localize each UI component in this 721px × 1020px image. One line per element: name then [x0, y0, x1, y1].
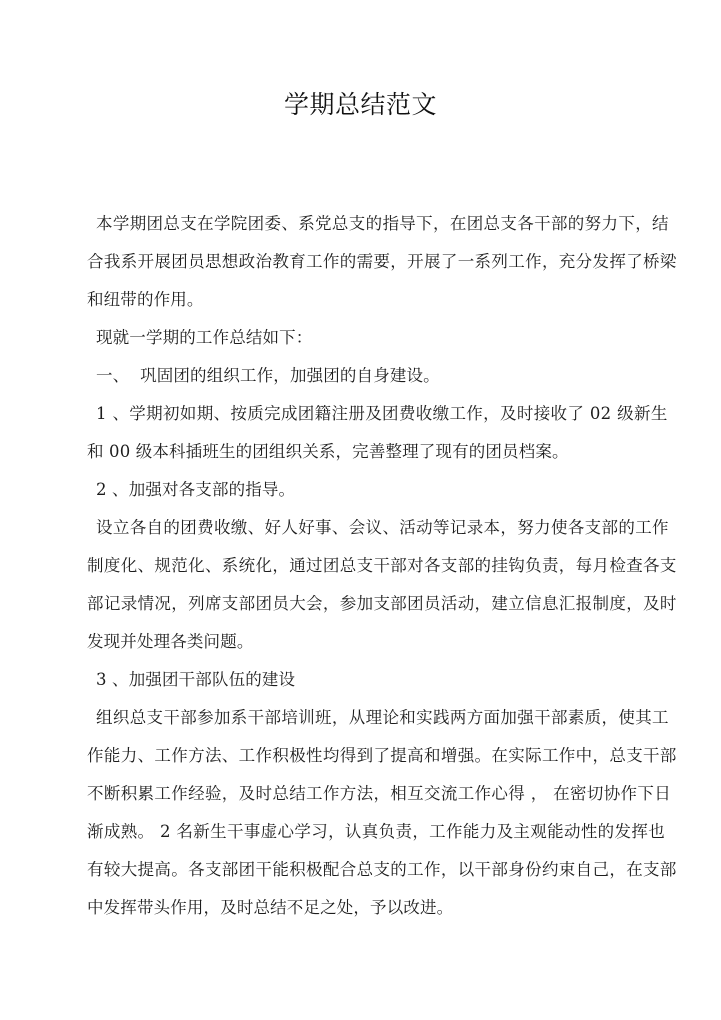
page-title: 学期总结范文	[283, 90, 437, 119]
text-line: 中发挥带头作用，及时总结不足之处，予以改进。	[87, 898, 454, 917]
text-line: 组织总支干部参加系干部培训班，从理论和实践两方面加强干部素质，使其工	[96, 708, 669, 727]
text-line: 现就一学期的工作总结如下：	[96, 328, 313, 347]
text-line: 设立各自的团费收缴、好人好事、会议、活动等记录本，努力使各支部的工作	[96, 518, 669, 537]
text-line: 1 、学期初如期、按质完成团籍注册及团费收缴工作，及时接收了 02 级新生	[96, 404, 668, 423]
text-line: 本学期团总支在学院团委、系党总支的指导下，在团总支各干部的努力下，结	[96, 214, 669, 233]
document-body	[87, 205, 677, 927]
text-line: 不断积累工作经验，及时总结工作方法，相互交流工作心得 ， 在密切协作下日	[87, 784, 672, 803]
text-line: 合我系开展团员思想政治教育工作的需要，开展了一系列工作，充分发挥了桥梁	[87, 252, 677, 271]
text-line: 发现并处理各类问题。	[87, 632, 254, 651]
text-line: 有较大提高。各支部团干能积极配合总支的工作，以干部身份约束自己，在支部	[87, 860, 677, 879]
text-line: 3 、加强团干部队伍的建设	[96, 670, 296, 689]
text-line: 作能力、工作方法、工作积极性均得到了提高和增强。在实际工作中，总支干部	[87, 746, 677, 765]
text-line: 2 、加强对各支部的指导。	[96, 480, 296, 499]
text-line: 制度化、规范化、系统化，通过团总支干部对各支部的挂钩负责，每月检查各支	[87, 556, 677, 575]
text-line: 渐成熟。 2 名新生干事虚心学习，认真负责，工作能力及主观能动性的发挥也	[87, 822, 666, 841]
text-line: 部记录情况，列席支部团员大会，参加支部团员活动，建立信息汇报制度，及时	[87, 594, 677, 613]
text-line: 和 00 级本科插班生的团组织关系，完善整理了现有的团员档案。	[87, 442, 569, 461]
text-line: 和纽带的作用。	[87, 290, 204, 309]
text-line: 一、 巩固团的组织工作，加强团的自身建设。	[96, 366, 440, 385]
